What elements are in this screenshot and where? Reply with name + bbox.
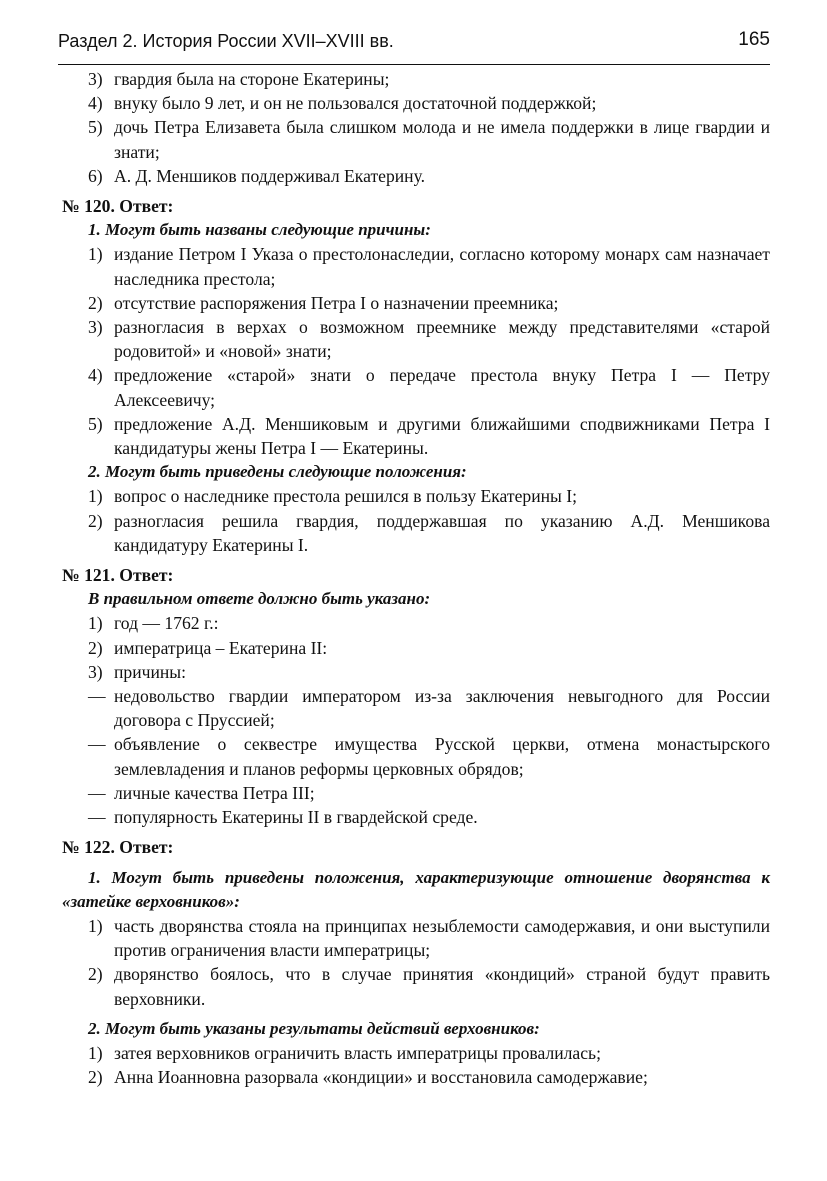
item-text: затея верховников ограничить власть императрицы провалилась; [114, 1042, 601, 1063]
item-number: 5) [88, 413, 103, 434]
item-text: объявление о секвестре имущества Русской церкви, отмена монастырского землевладения и планов реформы церковных обрядов; [114, 734, 770, 779]
list-item [62, 412, 770, 460]
item-text: причины: [114, 661, 187, 682]
item-text: внуку было 9 лет, и он не пользовался достаточной поддержкой; [114, 93, 597, 114]
item-text: часть дворянства стояла на принципах незыблемости самодержавия, и они выступили против ограничения власти императрицы; [114, 915, 770, 961]
item-number: 4) [88, 93, 103, 114]
answer-120-heading: № 120. Ответ: [62, 196, 174, 217]
list-item [62, 1041, 770, 1065]
item-number: 2) [88, 637, 103, 658]
item-number: 1) [88, 486, 103, 507]
item-dash: — [88, 782, 106, 803]
item-text: дворянство боялось, что в случае принятия «кондиций» страной будут править верховники. [114, 964, 770, 1009]
list-item [62, 914, 770, 962]
item-text: предложение «старой» знати о передаче престола внуку Петра I — Петру Алексеевичу; [114, 365, 770, 410]
answer-120-subheading-2: 2. Могут быть приведены следующие положения: [88, 462, 467, 482]
answer-121-heading: № 121. Ответ: [62, 565, 174, 586]
intro-list [62, 67, 770, 188]
answer-122-subheading-2: 2. Могут быть указаны результаты действий верховников: [88, 1018, 540, 1038]
running-header [58, 24, 770, 65]
item-text: вопрос о наследнике престола решился в пользу Екатерины I; [114, 486, 577, 507]
answer-120-subheading-1: 1. Могут быть названы следующие причины: [88, 220, 431, 240]
item-text: издание Петром I Указа о престолонаследии, согласно которому монарх сам назначает наследника престола; [114, 244, 770, 289]
list-item [62, 115, 770, 163]
list-item [62, 509, 770, 557]
list-item [62, 611, 770, 635]
section-title: Раздел 2. История России XVII–XVIII вв. [58, 31, 394, 51]
item-text: недовольство гвардии императором из-за заключения невыгодного для России договора с Пруссией; [114, 686, 770, 731]
list-item [62, 67, 770, 91]
list-item [62, 242, 770, 290]
item-text: популярность Екатерины II в гвардейской среде. [114, 807, 478, 828]
item-number: 4) [88, 365, 103, 386]
item-number: 3) [88, 317, 103, 338]
item-text: А. Д. Меншиков поддерживал Екатерину. [114, 165, 425, 186]
item-number: 2) [88, 510, 103, 531]
item-number: 1) [88, 244, 103, 265]
list-item [62, 732, 770, 780]
item-text: год — 1762 г.: [114, 613, 219, 634]
list-item [62, 805, 770, 829]
list-item [62, 1065, 770, 1089]
list-item [62, 363, 770, 411]
item-text: разногласия решила гвардия, поддержавшая по указанию А.Д. Меншикова кандидатуру Екатерины I. [114, 510, 770, 555]
item-dash: — [88, 734, 106, 755]
item-number: 6) [88, 165, 103, 186]
item-number: 3) [88, 661, 103, 682]
list-item [62, 91, 770, 115]
list-item [62, 660, 770, 684]
list-item [62, 636, 770, 660]
item-text: гвардия была на стороне Екатерины; [114, 69, 390, 89]
list-item [62, 781, 770, 805]
item-number: 3) [88, 69, 103, 89]
item-text: Анна Иоанновна разорвала «кондиции» и восстановила самодержавие; [114, 1067, 648, 1088]
item-number: 1) [88, 915, 103, 936]
list-item [62, 684, 770, 732]
page-content [62, 67, 770, 1089]
list-item [62, 164, 770, 188]
item-text: отсутствие распоряжения Петра I о назначении преемника; [114, 292, 559, 313]
item-number: 5) [88, 117, 103, 138]
item-dash: — [88, 686, 106, 707]
item-number: 2) [88, 964, 103, 985]
answer-121-subheading: В правильном ответе должно быть указано: [88, 589, 431, 609]
item-number: 2) [88, 1067, 103, 1088]
answer-122-heading: № 122. Ответ: [62, 837, 174, 858]
list-item [62, 315, 770, 363]
item-text: разногласия в верхах о возможном преемнике между представителями «старой родовитой» и «новой» знати; [114, 317, 770, 362]
list-item [62, 962, 770, 1010]
item-number: 1) [88, 1042, 103, 1063]
answer-122-subheading-1: 1. Могут быть приведены положения, характеризующие отношение дворянства к «затейке верховников»: [62, 867, 770, 911]
list-item [62, 484, 770, 508]
item-dash: — [88, 807, 106, 828]
item-text: предложение А.Д. Меншиковым и другими ближайшими сподвижниками Петра I кандидатуры жены Петра I — Екатерины. [114, 413, 770, 459]
list-item [62, 291, 770, 315]
item-number: 2) [88, 292, 103, 313]
item-number: 1) [88, 613, 103, 634]
item-text: дочь Петра Елизавета была слишком молода и не имела поддержки в лице гвардии и знати; [114, 117, 770, 162]
item-text: личные качества Петра III; [114, 782, 315, 803]
item-text: императрица – Екатерина II: [114, 637, 328, 658]
page-number: 165 [738, 29, 770, 50]
